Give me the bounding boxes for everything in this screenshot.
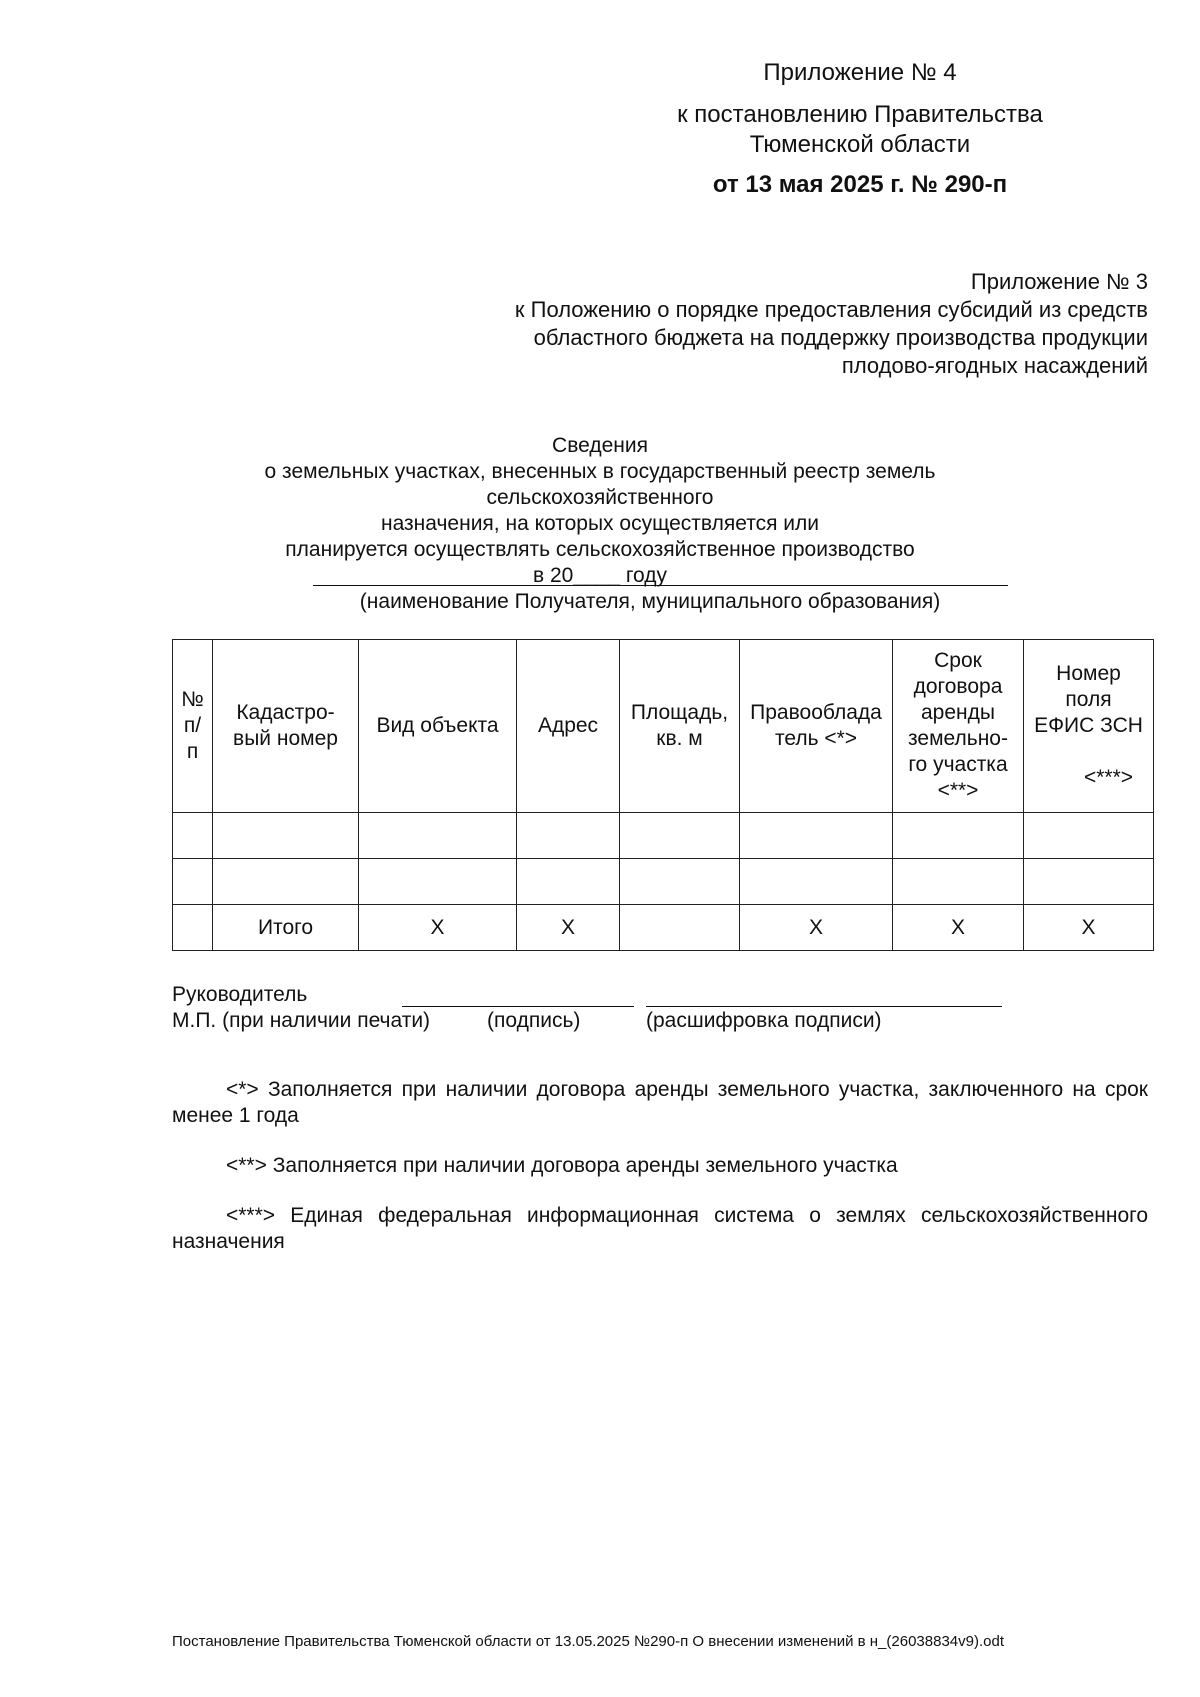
table-cell: X xyxy=(517,905,620,951)
title-line3: назначения, на которых осуществляется или xyxy=(381,512,819,535)
footnote-2 xyxy=(172,1153,1148,1179)
table-cell xyxy=(173,813,213,859)
table-cell: X xyxy=(1024,905,1154,951)
header-cell-object-type: Вид объекта xyxy=(359,640,517,813)
table-cell: X xyxy=(893,905,1024,951)
signature-caption: (подпись) xyxy=(487,1009,581,1032)
table-header-row xyxy=(173,640,1154,813)
header-cell-lease-term: Срок договора аренды земельно- го участка <**> xyxy=(893,640,1024,813)
header-cell-field-number: Номер поля ЕФИС ЗСН <***> xyxy=(1024,640,1154,813)
appendix3-block xyxy=(380,268,1148,380)
table-row xyxy=(173,813,1154,859)
recipient-name-line xyxy=(313,585,1008,586)
appendix4-date: от 13 мая 2025 г. № 290-п xyxy=(712,171,1008,198)
recipient-name-caption: (наименование Получателя, муниципального образования) xyxy=(359,590,941,613)
table-cell xyxy=(620,813,740,859)
table-cell: X xyxy=(359,905,517,951)
appendix3-line2: областного бюджета на поддержку производства продукции xyxy=(533,325,1148,350)
stamp-label: М.П. (при наличии печати) xyxy=(172,1009,431,1032)
title-line4: планируется осуществлять сельскохозяйственное производство xyxy=(285,538,915,561)
table-cell xyxy=(173,859,213,905)
title-line5: в 20____ году xyxy=(532,564,668,587)
table-cell xyxy=(359,859,517,905)
footnote-3 xyxy=(172,1203,1148,1255)
land-plots-table xyxy=(172,639,1154,951)
header-cell-cadastral: Кадастро- вый номер xyxy=(213,640,359,813)
table-cell xyxy=(620,905,740,951)
total-label-cell: Итого xyxy=(213,905,359,951)
table-cell xyxy=(213,813,359,859)
table-cell xyxy=(893,813,1024,859)
footnote-2-text: <**> Заполняется при наличии договора аренды земельного участка xyxy=(226,1154,898,1177)
signature-head-label: Руководитель xyxy=(172,983,308,1006)
footnote-1-text: <*> Заполняется при наличии договора аренды земельного участка, заключенного на срок менее 1 года xyxy=(172,1078,1148,1127)
header-cell-owner: Правообладa тель <*> xyxy=(740,640,893,813)
header-cell-number: № п/ п xyxy=(173,640,213,813)
appendix3-line1: к Положению о порядке предоставления субсидий из средств xyxy=(514,297,1148,322)
signature-decode-caption: (расшифровка подписи) xyxy=(646,1009,882,1032)
title-line2: о земельных участках, внесенных в государственный реестр земель сельскохозяйственного xyxy=(264,460,936,509)
table-cell xyxy=(1024,813,1154,859)
appendix4-number: Приложение № 4 xyxy=(763,59,957,86)
footnote-3-text: <***> Единая федеральная информационная система о землях сельскохозяйственного назначения xyxy=(172,1204,1148,1253)
table-cell: X xyxy=(740,905,893,951)
appendix4-to-line2: Тюменской области xyxy=(749,131,971,158)
table-cell xyxy=(517,813,620,859)
table-cell xyxy=(740,859,893,905)
appendix4-block xyxy=(660,58,1060,200)
document-footer: Постановление Правительства Тюменской области от 13.05.2025 №290-п О внесении изменений в н_(26038834v9).odt xyxy=(172,1633,1004,1650)
table-cell xyxy=(740,813,893,859)
table-total-row xyxy=(173,905,1154,951)
signature-line xyxy=(402,1006,634,1007)
header-cell-address: Адрес xyxy=(517,640,620,813)
table-cell xyxy=(213,859,359,905)
table-cell xyxy=(173,905,213,951)
header-cell-area: Площадь, кв. м xyxy=(620,640,740,813)
footnote-1 xyxy=(172,1077,1148,1129)
signature-decode-line xyxy=(646,1006,1002,1007)
table-cell xyxy=(517,859,620,905)
table-row xyxy=(173,859,1154,905)
signature-block xyxy=(172,982,1072,1034)
table-cell xyxy=(620,859,740,905)
appendix4-to-line1: к постановлению Правительства xyxy=(677,101,1043,128)
appendix3-line3: плодово-ягодных насаждений xyxy=(841,353,1148,378)
table-cell xyxy=(359,813,517,859)
appendix3-number: Приложение № 3 xyxy=(970,269,1148,294)
title-line1: Сведения xyxy=(552,434,648,457)
document-title xyxy=(150,433,1050,589)
table-cell xyxy=(1024,859,1154,905)
table-cell xyxy=(893,859,1024,905)
